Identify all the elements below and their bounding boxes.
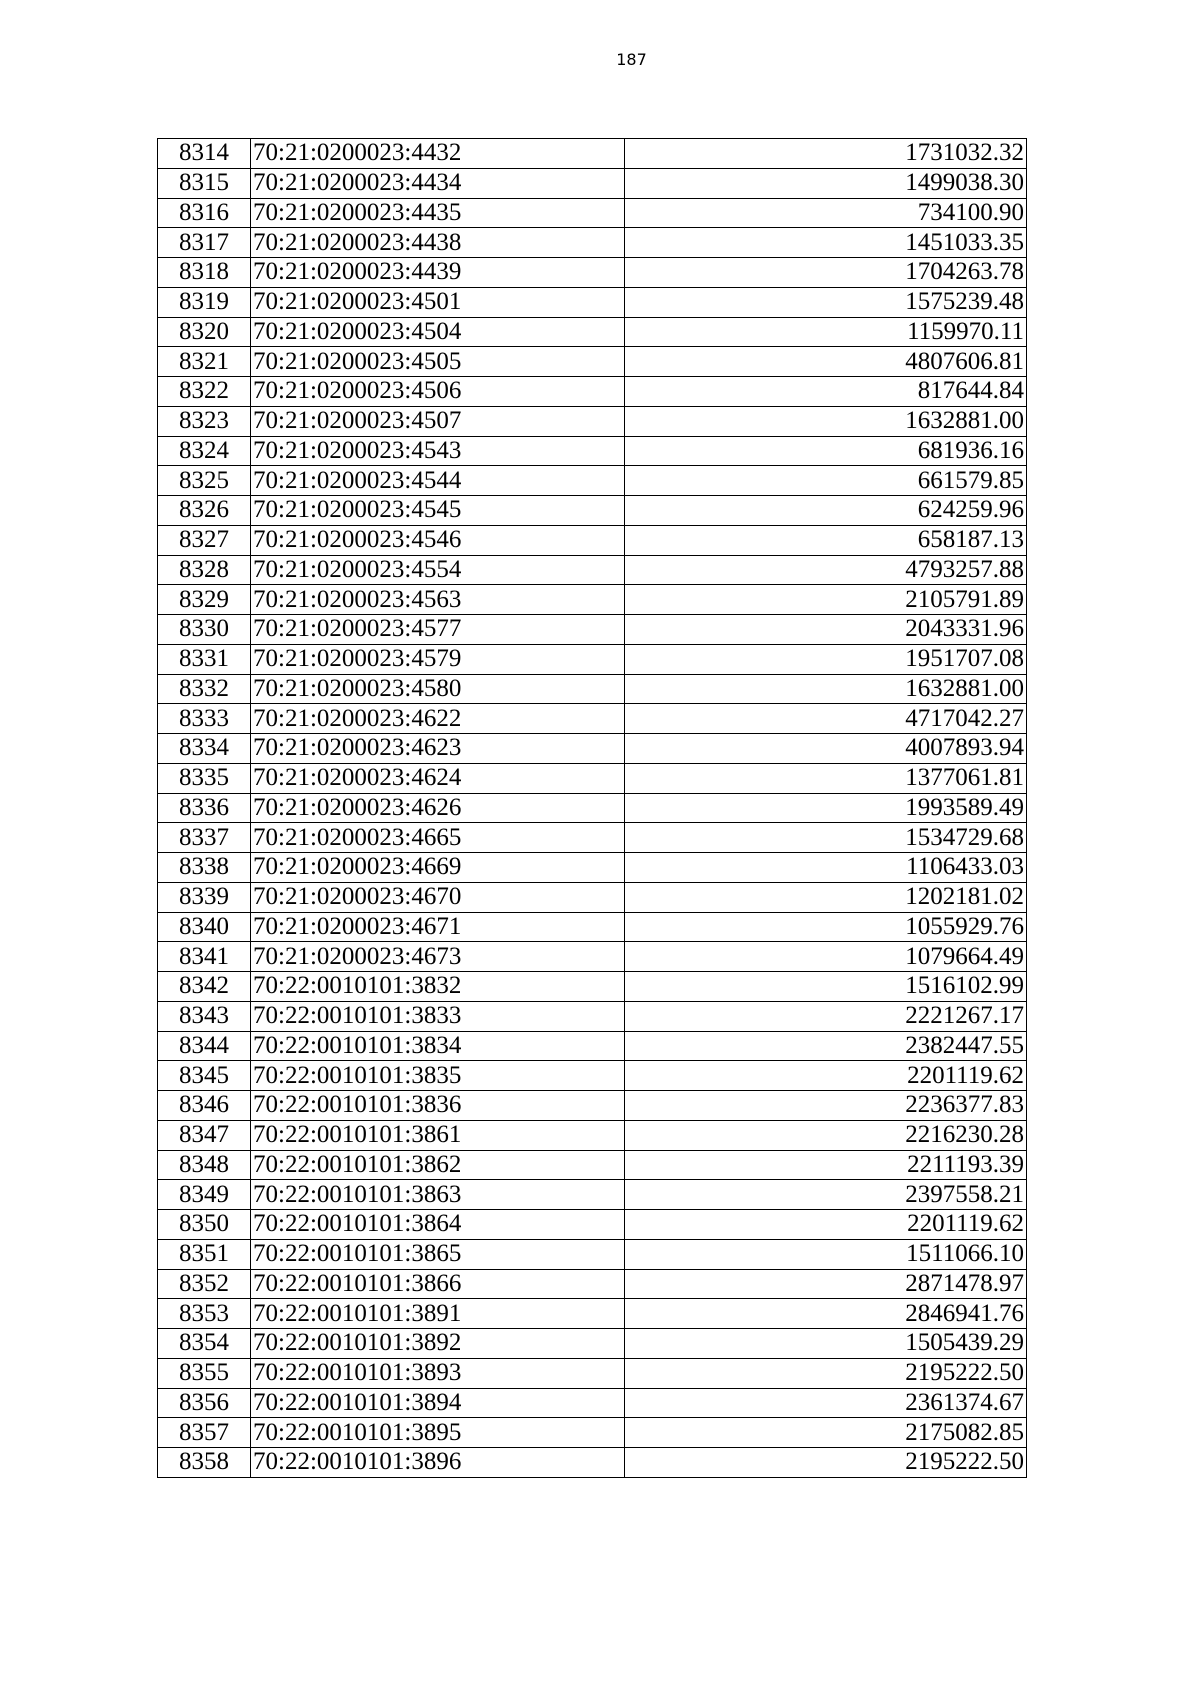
table-row	[158, 882, 1027, 912]
value-cell: 661579.85	[625, 466, 1027, 496]
cadastral-number-cell: 70:21:0200023:4665	[251, 823, 625, 853]
table-row	[158, 198, 1027, 228]
value-cell: 2175082.85	[625, 1418, 1027, 1448]
table-row	[158, 1418, 1027, 1448]
row-number-cell: 8325	[158, 466, 251, 496]
row-number-cell: 8341	[158, 942, 251, 972]
cadastral-number-cell: 70:21:0200023:4435	[251, 198, 625, 228]
row-number-cell: 8338	[158, 853, 251, 883]
cadastral-number-cell: 70:21:0200023:4439	[251, 258, 625, 288]
value-cell: 2397558.21	[625, 1180, 1027, 1210]
cadastral-number-cell: 70:21:0200023:4580	[251, 674, 625, 704]
row-number-cell: 8348	[158, 1150, 251, 1180]
cadastral-number-cell: 70:21:0200023:4434	[251, 168, 625, 198]
table-row	[158, 317, 1027, 347]
value-cell: 1511066.10	[625, 1239, 1027, 1269]
cadastral-number-cell: 70:21:0200023:4505	[251, 347, 625, 377]
value-cell: 1499038.30	[625, 168, 1027, 198]
table-row	[158, 1269, 1027, 1299]
table-row	[158, 168, 1027, 198]
row-number-cell: 8347	[158, 1120, 251, 1150]
value-cell: 1731032.32	[625, 139, 1027, 169]
row-number-cell: 8329	[158, 585, 251, 615]
table-row	[158, 287, 1027, 317]
cadastral-number-cell: 70:22:0010101:3893	[251, 1358, 625, 1388]
table-row	[158, 1239, 1027, 1269]
cadastral-number-cell: 70:22:0010101:3866	[251, 1269, 625, 1299]
row-number-cell: 8358	[158, 1448, 251, 1478]
row-number-cell: 8321	[158, 347, 251, 377]
row-number-cell: 8328	[158, 555, 251, 585]
value-cell: 4717042.27	[625, 704, 1027, 734]
table-row	[158, 734, 1027, 764]
row-number-cell: 8350	[158, 1210, 251, 1240]
table-row	[158, 1091, 1027, 1121]
row-number-cell: 8349	[158, 1180, 251, 1210]
cadastral-number-cell: 70:22:0010101:3862	[251, 1150, 625, 1180]
value-cell: 1516102.99	[625, 972, 1027, 1002]
table-row	[158, 1180, 1027, 1210]
cadastral-number-cell: 70:21:0200023:4554	[251, 555, 625, 585]
table-row	[158, 525, 1027, 555]
value-cell: 2201119.62	[625, 1061, 1027, 1091]
row-number-cell: 8343	[158, 1001, 251, 1031]
value-cell: 1993589.49	[625, 793, 1027, 823]
table-row	[158, 1388, 1027, 1418]
cadastral-number-cell: 70:21:0200023:4507	[251, 406, 625, 436]
cadastral-number-cell: 70:21:0200023:4673	[251, 942, 625, 972]
row-number-cell: 8322	[158, 377, 251, 407]
cadastral-number-cell: 70:21:0200023:4626	[251, 793, 625, 823]
table-row	[158, 377, 1027, 407]
row-number-cell: 8356	[158, 1388, 251, 1418]
table-row	[158, 258, 1027, 288]
value-cell: 1106433.03	[625, 853, 1027, 883]
row-number-cell: 8327	[158, 525, 251, 555]
table-row	[158, 674, 1027, 704]
cadastral-number-cell: 70:22:0010101:3894	[251, 1388, 625, 1418]
table-row	[158, 1120, 1027, 1150]
table-row	[158, 823, 1027, 853]
table-row	[158, 466, 1027, 496]
row-number-cell: 8336	[158, 793, 251, 823]
value-cell: 1451033.35	[625, 228, 1027, 258]
value-cell: 4793257.88	[625, 555, 1027, 585]
value-cell: 2195222.50	[625, 1358, 1027, 1388]
value-cell: 1575239.48	[625, 287, 1027, 317]
row-number-cell: 8342	[158, 972, 251, 1002]
value-cell: 2195222.50	[625, 1448, 1027, 1478]
row-number-cell: 8326	[158, 496, 251, 526]
table-row	[158, 1299, 1027, 1329]
cadastral-number-cell: 70:22:0010101:3863	[251, 1180, 625, 1210]
value-cell: 1055929.76	[625, 912, 1027, 942]
table-row	[158, 228, 1027, 258]
cadastral-number-cell: 70:21:0200023:4506	[251, 377, 625, 407]
row-number-cell: 8334	[158, 734, 251, 764]
cadastral-number-cell: 70:21:0200023:4624	[251, 763, 625, 793]
table-row	[158, 1210, 1027, 1240]
value-cell: 2221267.17	[625, 1001, 1027, 1031]
cadastral-number-cell: 70:21:0200023:4669	[251, 853, 625, 883]
value-cell: 681936.16	[625, 436, 1027, 466]
cadastral-number-cell: 70:22:0010101:3891	[251, 1299, 625, 1329]
table-body	[158, 139, 1027, 1478]
value-cell: 4807606.81	[625, 347, 1027, 377]
row-number-cell: 8319	[158, 287, 251, 317]
row-number-cell: 8357	[158, 1418, 251, 1448]
row-number-cell: 8331	[158, 644, 251, 674]
cadastral-number-cell: 70:22:0010101:3896	[251, 1448, 625, 1478]
row-number-cell: 8324	[158, 436, 251, 466]
cadastral-number-cell: 70:22:0010101:3861	[251, 1120, 625, 1150]
table-row	[158, 644, 1027, 674]
cadastral-number-cell: 70:21:0200023:4544	[251, 466, 625, 496]
row-number-cell: 8339	[158, 882, 251, 912]
value-cell: 1534729.68	[625, 823, 1027, 853]
value-cell: 2043331.96	[625, 615, 1027, 645]
cadastral-number-cell: 70:21:0200023:4622	[251, 704, 625, 734]
cadastral-number-cell: 70:21:0200023:4432	[251, 139, 625, 169]
value-cell: 2105791.89	[625, 585, 1027, 615]
cadastral-number-cell: 70:22:0010101:3836	[251, 1091, 625, 1121]
cadastral-number-cell: 70:22:0010101:3865	[251, 1239, 625, 1269]
value-cell: 2382447.55	[625, 1031, 1027, 1061]
cadastral-number-cell: 70:21:0200023:4504	[251, 317, 625, 347]
table-row	[158, 912, 1027, 942]
value-cell: 658187.13	[625, 525, 1027, 555]
table-row	[158, 347, 1027, 377]
table-row	[158, 139, 1027, 169]
value-cell: 1159970.11	[625, 317, 1027, 347]
value-cell: 4007893.94	[625, 734, 1027, 764]
table-row	[158, 1150, 1027, 1180]
cadastral-number-cell: 70:21:0200023:4546	[251, 525, 625, 555]
row-number-cell: 8323	[158, 406, 251, 436]
row-number-cell: 8345	[158, 1061, 251, 1091]
row-number-cell: 8354	[158, 1329, 251, 1359]
table-row	[158, 615, 1027, 645]
data-table	[157, 138, 1027, 1478]
cadastral-number-cell: 70:21:0200023:4438	[251, 228, 625, 258]
table-row	[158, 1001, 1027, 1031]
value-cell: 2846941.76	[625, 1299, 1027, 1329]
table-row	[158, 406, 1027, 436]
table-row	[158, 704, 1027, 734]
row-number-cell: 8346	[158, 1091, 251, 1121]
table-row	[158, 793, 1027, 823]
row-number-cell: 8355	[158, 1358, 251, 1388]
cadastral-number-cell: 70:22:0010101:3892	[251, 1329, 625, 1359]
table-row	[158, 1031, 1027, 1061]
table-row	[158, 1061, 1027, 1091]
row-number-cell: 8351	[158, 1239, 251, 1269]
cadastral-number-cell: 70:22:0010101:3834	[251, 1031, 625, 1061]
cadastral-number-cell: 70:22:0010101:3864	[251, 1210, 625, 1240]
row-number-cell: 8317	[158, 228, 251, 258]
table-row	[158, 853, 1027, 883]
cadastral-number-cell: 70:21:0200023:4577	[251, 615, 625, 645]
value-cell: 1202181.02	[625, 882, 1027, 912]
table-row	[158, 942, 1027, 972]
table-row	[158, 496, 1027, 526]
value-cell: 817644.84	[625, 377, 1027, 407]
row-number-cell: 8330	[158, 615, 251, 645]
table-row	[158, 436, 1027, 466]
cadastral-number-cell: 70:21:0200023:4671	[251, 912, 625, 942]
cadastral-number-cell: 70:22:0010101:3832	[251, 972, 625, 1002]
value-cell: 2211193.39	[625, 1150, 1027, 1180]
value-cell: 624259.96	[625, 496, 1027, 526]
row-number-cell: 8337	[158, 823, 251, 853]
cadastral-number-cell: 70:22:0010101:3895	[251, 1418, 625, 1448]
row-number-cell: 8352	[158, 1269, 251, 1299]
row-number-cell: 8332	[158, 674, 251, 704]
value-cell: 1704263.78	[625, 258, 1027, 288]
table-row	[158, 1448, 1027, 1478]
table-row	[158, 972, 1027, 1002]
value-cell: 1079664.49	[625, 942, 1027, 972]
value-cell: 1377061.81	[625, 763, 1027, 793]
table-row	[158, 555, 1027, 585]
cadastral-number-cell: 70:21:0200023:4501	[251, 287, 625, 317]
row-number-cell: 8316	[158, 198, 251, 228]
row-number-cell: 8318	[158, 258, 251, 288]
value-cell: 2201119.62	[625, 1210, 1027, 1240]
row-number-cell: 8335	[158, 763, 251, 793]
cadastral-number-cell: 70:21:0200023:4623	[251, 734, 625, 764]
row-number-cell: 8315	[158, 168, 251, 198]
cadastral-number-cell: 70:22:0010101:3833	[251, 1001, 625, 1031]
row-number-cell: 8333	[158, 704, 251, 734]
value-cell: 2361374.67	[625, 1388, 1027, 1418]
value-cell: 2216230.28	[625, 1120, 1027, 1150]
cadastral-number-cell: 70:21:0200023:4543	[251, 436, 625, 466]
table-row	[158, 1358, 1027, 1388]
page-number: 187	[616, 50, 647, 69]
table-row	[158, 1329, 1027, 1359]
value-cell: 734100.90	[625, 198, 1027, 228]
row-number-cell: 8340	[158, 912, 251, 942]
table-row	[158, 585, 1027, 615]
cadastral-number-cell: 70:21:0200023:4563	[251, 585, 625, 615]
cadastral-number-cell: 70:21:0200023:4670	[251, 882, 625, 912]
value-cell: 1505439.29	[625, 1329, 1027, 1359]
table-row	[158, 763, 1027, 793]
value-cell: 2871478.97	[625, 1269, 1027, 1299]
value-cell: 2236377.83	[625, 1091, 1027, 1121]
value-cell: 1632881.00	[625, 406, 1027, 436]
row-number-cell: 8344	[158, 1031, 251, 1061]
row-number-cell: 8353	[158, 1299, 251, 1329]
cadastral-number-cell: 70:21:0200023:4545	[251, 496, 625, 526]
row-number-cell: 8314	[158, 139, 251, 169]
value-cell: 1632881.00	[625, 674, 1027, 704]
cadastral-number-cell: 70:21:0200023:4579	[251, 644, 625, 674]
row-number-cell: 8320	[158, 317, 251, 347]
value-cell: 1951707.08	[625, 644, 1027, 674]
cadastral-number-cell: 70:22:0010101:3835	[251, 1061, 625, 1091]
